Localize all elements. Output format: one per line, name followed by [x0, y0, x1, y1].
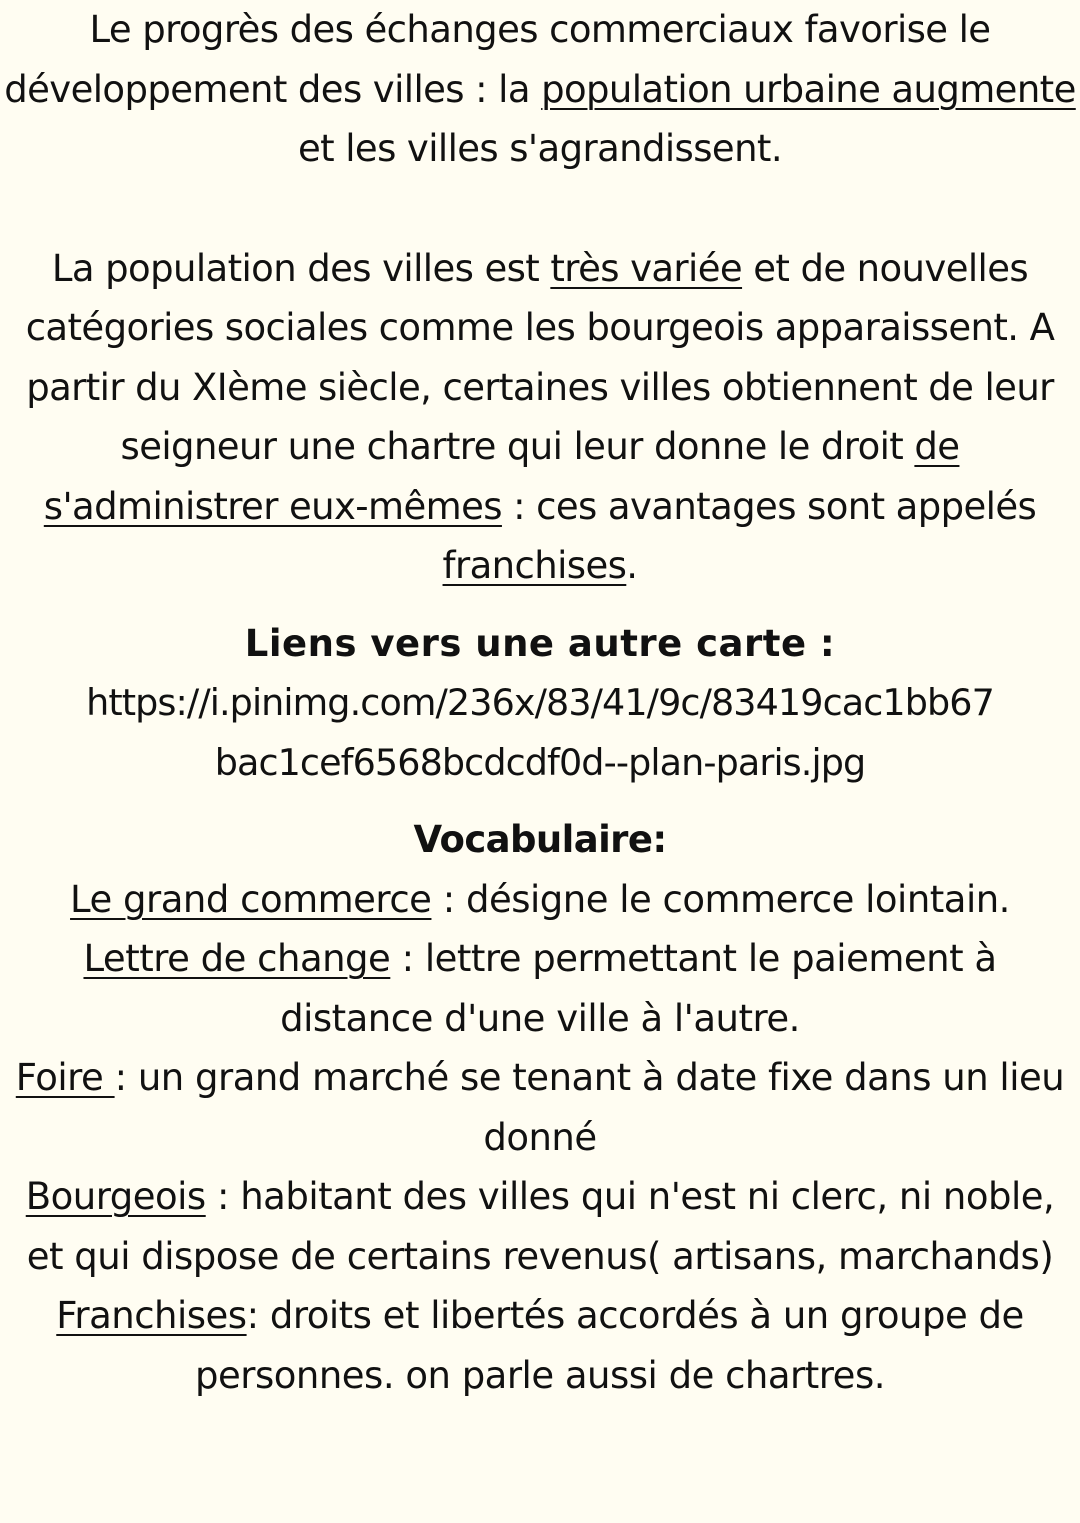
vocabulary-separator: : [431, 877, 466, 921]
vocabulary-separator: : [114, 1056, 138, 1099]
vocabulary-entry [4, 1286, 1076, 1405]
vocabulary-term: Bourgeois [25, 1175, 206, 1218]
vocabulary-list [4, 870, 1076, 1406]
vocabulary-entry [4, 870, 1076, 930]
vocabulary-entry [4, 1048, 1076, 1167]
links-heading: Liens vers une autre carte : [244, 621, 836, 665]
map-link-line-1[interactable]: https://i.pinimg.com/236x/83/41/9c/83419cac1bb67 [86, 681, 994, 724]
vocabulary-heading: Vocabulaire: [413, 818, 667, 861]
vocabulary-definition: un grand marché se tenant à date fixe dans un lieu donné [137, 1056, 1065, 1159]
vocabulary-separator: : [205, 1175, 241, 1218]
vocabulary-definition: droits et libertés accordés à un groupe de personnes. on parle aussi de chartres. [195, 1294, 1024, 1397]
vocabulary-entry [4, 929, 1076, 1048]
vocabulary-term: Franchises [56, 1294, 247, 1337]
vocabulary-definition: désigne le commerce lointain. [465, 877, 1010, 921]
underlined-term: très variée [550, 246, 743, 290]
paragraph-text: et de nouvelles catégories sociales comme les bourgeois apparaissent. A partir du XIème siècle, certaines villes obtiennent de leur seigneur une chartre qui leur donne le droit [25, 246, 1055, 468]
underlined-term: franchises [442, 544, 627, 587]
vocabulary-term: Foire [15, 1056, 115, 1099]
vocabulary-term: Lettre de change [83, 937, 391, 980]
vocabulary-definition: lettre permettant le paiement à distance d'une ville à l'autre. [280, 937, 997, 1040]
vocabulary-separator: : [390, 937, 425, 980]
vocabulary-separator: : [246, 1294, 270, 1337]
vocabulary-definition: habitant des villes qui n'est ni clerc, ni noble, et qui dispose de certains revenus( artisans, marchands) [26, 1175, 1055, 1278]
paragraph-text: et les villes s'agrandissent. [298, 127, 782, 170]
paragraph-text: . [626, 544, 638, 587]
paragraph-urban-growth [4, 0, 1076, 179]
paragraph-city-population [4, 239, 1076, 596]
paragraph-text: La population des villes est [51, 246, 551, 290]
paragraph-text: Le progrès des échanges commerciaux favorise le développement des villes : la [4, 8, 991, 111]
underlined-term: population urbaine augmente [541, 67, 1076, 111]
vocabulary-term: Le grand commerce [70, 877, 432, 921]
vocabulary-entry [4, 1167, 1076, 1286]
underlined-term: de s'administrer eux-mêmes [43, 425, 960, 528]
map-link[interactable] [4, 673, 1076, 792]
paragraph-text: : ces avantages sont appelés [501, 484, 1037, 528]
map-link-line-2[interactable]: bac1cef6568bcdcdf0d--plan-paris.jpg [214, 740, 866, 784]
